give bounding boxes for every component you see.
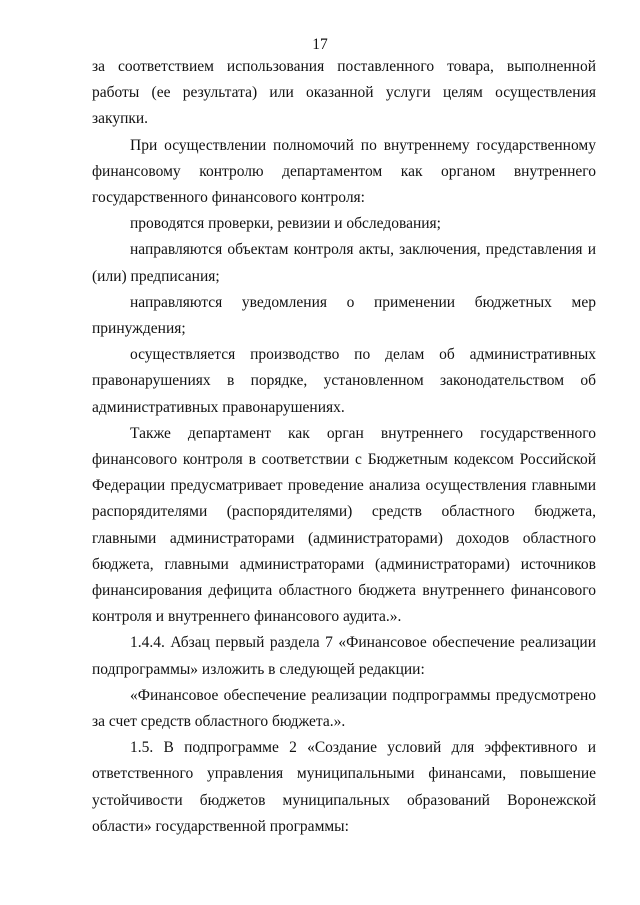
paragraph-1: за соответствием использования поставленного товара, выполненной работы (ее результата) или оказанной услуги целям осуществления закупки. (92, 58, 596, 128)
paragraph-8: 1.4.4. Абзац первый раздела 7 «Финансовое обеспечение реализации подпрограммы» изложить в следующей редакции: (92, 634, 596, 678)
paragraph-10: 1.5. В подпрограмме 2 «Создание условий для эффективного и ответственного управления муниципальными финансами, повышение устойчивости бюджетов муниципальных образований Воронежской области» государственной программы: (92, 739, 596, 835)
paragraph-2: При осуществлении полномочий по внутреннему государственному финансовому контролю департаментом как органом внутреннего государственного финансового контроля: (92, 136, 596, 207)
paragraph-6: осуществляется производство по делам об административных правонарушениях в порядке, установленном законодательством об административных правонарушениях. (92, 346, 596, 416)
page-number: 17 (312, 36, 328, 53)
paragraph-5: направляются уведомления о применении бюджетных мер принуждения; (92, 293, 596, 338)
paragraph-3: проводятся проверки, ревизии и обследования; (130, 215, 441, 233)
paragraph-7: Также департамент как орган внутреннего государственного финансового контроля в соответствии с Бюджетным кодексом Российской Федерации предусматривает проведение анализа осуществления главными распорядителями (распорядителями) средств областного бюджета, главными администраторами (администраторами) доходов областного бюджета, главными администраторами (администраторами) источников финансирования дефицита областного бюджета внутреннего финансового контроля и внутреннего финансового аудита.». (92, 424, 596, 626)
document-body (92, 54, 596, 840)
paragraph-4: направляются объектам контроля акты, заключения, представления и (или) предписания; (92, 241, 596, 285)
paragraph-9: «Финансовое обеспечение реализации подпрограммы предусмотрено за счет средств областного бюджета.». (92, 686, 596, 731)
